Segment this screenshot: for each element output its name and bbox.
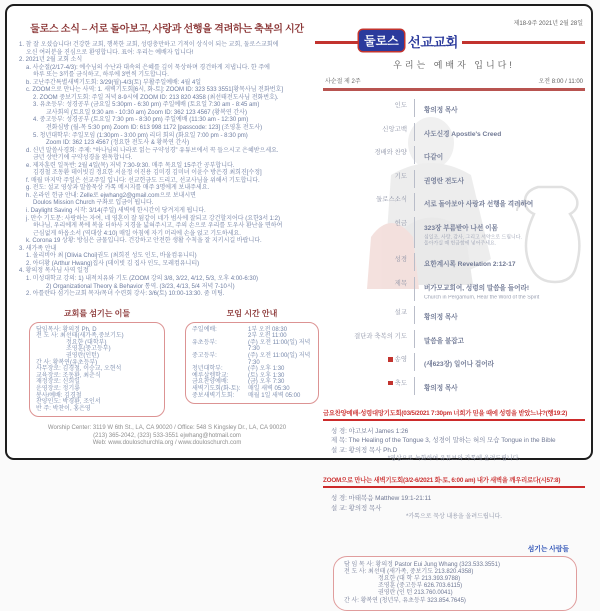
- servers-line: 권영란(인턴): [66, 352, 99, 359]
- order-row: [323, 253, 585, 271]
- times-box: [185, 322, 319, 405]
- order-value: 사도신경 Apostle's Creed: [424, 130, 502, 138]
- order-label: 경배와 찬양: [374, 149, 407, 156]
- news-line: 2. ZOOM 중보기도회: 주일 저녁 8-9시에 ZOOM ID: 213 820 4358 (최선태전도사님 전화번호).: [33, 94, 279, 101]
- friday-service-banner: 금요찬양예배-성령대망기도회(03/5/2021 7:30pm 너희가 믿을 때에 성령을 받았느냐?(행19:2): [323, 408, 585, 421]
- order-value: (새623장) 일어나 걸어라: [424, 361, 495, 369]
- servers-line: 담임목사: 황의정 Ph. D: [36, 326, 97, 333]
- footer-line: Web: www.douloschurchla.org / www.douloschurch.com: [92, 440, 242, 447]
- order-value: 서로 돌아보아 사랑과 선행을 격려하여: [424, 201, 534, 208]
- friday-sermon-title: 제 목: The Healing of the Tongue 3, 성경이 말하는 혀의 모습 Tongue in the Bible: [331, 437, 556, 445]
- news-title: 둘로스 소식 – 서로 돌아보고, 사랑과 선행을 격려하는 축복의 시간: [30, 24, 304, 35]
- order-value-cell: [414, 217, 543, 248]
- order-value: 버가모교회여, 성령의 말씀을 들어라!: [424, 284, 530, 292]
- order-value: 황의정 목사: [424, 107, 458, 114]
- order-value-cell: [414, 277, 555, 301]
- order-label: 헌금: [394, 219, 407, 227]
- order-value-cell: [414, 99, 458, 117]
- servers-line: 반 주: 박찬이, 홍은영: [36, 405, 91, 412]
- times-label: 예루살렘학교:: [192, 372, 229, 379]
- times-label: 청년대학부:: [192, 366, 223, 373]
- news-line: f. 매월 마지막 주일은 선교주일 입니다: 선교헌금도 드리고, 선교사님을 위해서 기도합니다.: [26, 177, 260, 184]
- issue-date: 제18-9주 2021년 2월 28일: [513, 21, 583, 27]
- order-label-text: 송영: [394, 356, 407, 364]
- order-label: [323, 353, 414, 371]
- news-line: 오신 여러분을 진심으로 환영합니다. 표어: 우리는 예배자 입니다!: [26, 49, 194, 56]
- times-value: 매월 1일 새벽 05:00: [248, 392, 301, 399]
- church-motto: 우리는 예배자 입니다!: [393, 60, 515, 70]
- servers-box: [29, 322, 165, 418]
- order-value-cell: [414, 330, 464, 348]
- news-line: 3. 유초등부: 성경공부 (금요일 5:30pm - 6:30 pm) 주일예배 (토요일 7:30 am - 8:45 am): [33, 102, 260, 109]
- times-label: 유초등부:: [192, 339, 217, 346]
- red-square-icon: [388, 381, 393, 386]
- season-row: [325, 76, 583, 85]
- times-label: [192, 333, 248, 340]
- times-label: 중고등부:: [192, 352, 217, 359]
- friday-note: *영상으로 녹화하여 유튜브와 카톡에 올려드립니다.: [387, 455, 521, 462]
- order-label-text: 축도: [394, 379, 407, 387]
- service-times: 오전 8:00 / 11:00: [538, 79, 583, 85]
- order-row: [323, 146, 585, 164]
- order-value-cell: [414, 353, 494, 371]
- staff-box-title: 섬기는 사람들: [527, 545, 569, 553]
- news-line: 1. 미성대학교 강의: 1) 내적치유와 기도 (ZOOM 강의 3/8, 3/22, 4/12, 5/3, 오후 4:00-6:30): [26, 275, 259, 282]
- news-line: 1. 올리비아 최 [Olivia Choi]권도 (최희진 성도 인도, 바울컴유니티): [26, 253, 197, 260]
- news-line: 2. 아틀란타 섬기는교회 목자/목녀 수련회 강사: 3/6(토) 10:00-13:30. 줌 미팅.: [26, 291, 225, 298]
- order-value-cell: [414, 306, 458, 324]
- news-line: 4. 중고등부: 성경공부 (토요일 7:30 pm - 8:30 pm) 주일예배 (11:30 am - 12:30 pm): [33, 117, 249, 124]
- bulletin-sheet: [5, 4, 593, 604]
- news-line: 2. 2021년 2월 교회 소식: [19, 57, 83, 64]
- news-line: i. Daylight Saving 시작: 3/14(주일) 새벽에 한시간이 당겨지게 됩니다.: [26, 208, 206, 215]
- times-row: [192, 340, 312, 353]
- news-line: j. 만수 기도문: 사랑하는 자여, 네 영혼이 잘 됨같이 네가 범사에 잘되고 강건할지어다 (요한3서 1:2): [26, 215, 281, 222]
- times-value: (주) 오전 11:00(일) 저녁7:30: [248, 352, 311, 366]
- order-row-offering: [323, 217, 585, 248]
- order-value: 요한계시록 Revelation 2:12-17: [424, 261, 516, 269]
- servers-line: 정요한 (대학부): [66, 339, 107, 346]
- servers-line: 교육장로: 조동환, 최춘식: [36, 372, 101, 379]
- news-line: 하나님, 우리에게 복에 복을 더하사 지경을 넓혀주시고, 주의 손으로 우리를 도우사 환난을 면하여: [33, 223, 283, 230]
- order-value: 권영란 전도사: [424, 177, 465, 185]
- dawn-preacher: 설 교: 황의정 목사: [331, 504, 382, 512]
- church-logo: [359, 30, 462, 51]
- news-line: a. 사순절(2/17-4/3): 예수님의 수난과 대속의 은혜를 깊이 묵상하며 경건하게 지냅니다. 한 주에: [26, 64, 270, 71]
- order-label: 인도: [394, 102, 407, 109]
- order-value: 황의정 목사: [424, 384, 458, 392]
- order-row: [323, 99, 585, 117]
- times-box-title: 모임 시간 안내: [226, 308, 278, 318]
- friday-preacher: 설 교: 황의정 목사 Ph.D: [331, 446, 398, 454]
- offering-note: 돌아가실 때 헌금함에 넣어주세요.: [424, 241, 497, 247]
- news-line: e. 제자훈련 일독반: 2월 4일(목) 저녁 7:30-9:30. 매주 목요일 15주간 공부합니다.: [26, 162, 235, 169]
- news-line: d. 신년 말씀사경회: 주제: “하나님의 나라로 읽는 구약성경” 유튜브에서 꼭 들으시고 은혜받으세요.: [26, 147, 279, 154]
- order-label: 신앙고백: [382, 125, 407, 133]
- times-value: (주) 오전 11:00(일) 저녁7:30: [248, 339, 311, 353]
- news-line: 금년 상반기에 구약성경을 완독합니다.: [33, 155, 133, 162]
- order-value-cell: [414, 253, 516, 271]
- servers-line: 재정장로: 신희일: [36, 379, 80, 386]
- church-logo-row: [323, 30, 585, 54]
- staff-box: [333, 556, 577, 611]
- order-row: [323, 377, 585, 395]
- red-square-icon: [388, 357, 393, 362]
- page-right-worship: [323, 14, 585, 611]
- offering-note: 십일조, 사랑, 감사, 그리고 서약으로 드립니다.: [424, 234, 522, 240]
- news-line: Doulos Mission Church 구좌로 입금이 됩니다.: [33, 200, 154, 207]
- order-value: 다같이: [424, 154, 444, 161]
- order-value-cell: [414, 123, 501, 141]
- order-value-cell: [414, 193, 533, 211]
- friday-scripture: 성 경: 야고보서 James 1:26: [331, 427, 409, 435]
- order-value-cell: [414, 377, 458, 395]
- address-footer: [19, 425, 315, 447]
- times-label: 중보새벽기도회:: [192, 392, 235, 399]
- servers-line: 조영훈(중고등부): [66, 346, 111, 353]
- servers-line: 봉사/예배: 김경철: [36, 392, 82, 399]
- order-label: [323, 377, 414, 395]
- news-line: 근심없게 하옵소서 (역대상 4:10) 매일 아침에 자기 머리에 손을 얹고 기도하세요.: [33, 230, 241, 237]
- dawn-note: *카톡으로 묵상 내용을 올려드립니다.: [406, 514, 502, 521]
- times-value: (토) 오후 1:30: [248, 372, 285, 379]
- order-row-sermon-title: [323, 277, 585, 301]
- staff-line: 권영란 (인 턴 213.760.0041): [378, 590, 453, 597]
- times-value: 2부 오전 11:00: [248, 333, 287, 340]
- news-line: 3. 새가족 안내: [19, 245, 57, 252]
- logo-mission-text: 선교교회: [404, 31, 462, 51]
- news-line: 4. 황의정 목사님 사역 일정: [19, 268, 89, 275]
- order-label: 둘로스소식: [376, 196, 407, 203]
- order-label: 제목: [394, 279, 407, 287]
- times-value: (금) 오후 7:30: [248, 379, 285, 386]
- order-label: 성경: [394, 256, 407, 264]
- order-row: [323, 353, 585, 371]
- news-line: 전화심방 (월-목 5:30 pm) Zoom ID: 613 998 1172 [passcode: 123] (조영훈 전도사): [46, 125, 263, 132]
- staff-line: 전 도 사: 최선태 (새가족, 중보기도 213.820.4358): [344, 568, 474, 575]
- footer-line: Worship Center: 3119 W 6th St., LA, CA 90020 / Office: 548 S Kingsley Dr., LA, CA 90020: [47, 425, 287, 432]
- news-line: 5. 청년대학부: 주일모임 (1:30pm - 3:00 pm) 리더 회의 (화요일 7:00 pm - 8:30 pm): [33, 132, 248, 139]
- servers-line: 사무장로: 김경철, 이승교, 오현석: [36, 366, 122, 373]
- news-line: h. 온라인 헌금 안내: Zelle로 ejwhang2@gmail.com으로 보내시면: [26, 192, 196, 199]
- staff-line: 조영훈 (중고등부 626.703.6115): [378, 583, 463, 590]
- news-line: 1. 참 잘 오셨습니다! 건강한 교회, 행복한 교회, 성령충만하고 기적이 상식이 되는 교회, 둘로스교회에: [19, 42, 279, 48]
- news-line: k. Corona 19 상황: 방심은 금물입니다. 건강하고 안전한 생활 수칙을 잘 지키시길 바랍니다.: [26, 238, 262, 245]
- order-row: [323, 330, 585, 348]
- order-value-cell: [414, 170, 464, 188]
- times-row: [192, 333, 312, 340]
- news-line: Zoom ID: 362 123 4567 (정요한 전도사 & 황복연 간사): [46, 140, 190, 147]
- order-row: [323, 123, 585, 141]
- footer-line: (213) 365-2042, (323) 533-3551 ejwhang@hotmail.com: [93, 432, 241, 439]
- season-label: 사순절 제 2주: [325, 79, 361, 85]
- dawn-scripture: 성 경: 마태복음 Matthew 19:1-21:11: [331, 495, 432, 503]
- sermon-title-english: Church in Pergamum, Hear the Word of the Spirit: [424, 294, 540, 300]
- times-label: 금요찬양예배:: [192, 379, 229, 386]
- maroon-divider: [323, 88, 585, 91]
- news-line: g. 전도: 설교 영상과 말씀묵상 카톡 메시지를 매주 3명에게 보내주세요.: [26, 185, 210, 192]
- servers-line: 전 도 사: 최선태(새가족,중보기도): [36, 333, 124, 340]
- staff-line: 담 임 목 사: 황의정 Pastor Eui Jung Whang (323.533.3551): [344, 561, 500, 568]
- times-row: [192, 386, 312, 393]
- news-line: 2) Organizational Theory & Behavior 통역. (3/23, 4/13, 5/4 저녁 7-10시): [46, 283, 235, 290]
- left-bottom-boxes: [29, 308, 315, 418]
- times-row: [192, 393, 312, 400]
- order-value: 323장 부름받아 나선 이몸: [424, 224, 498, 232]
- news-line: 교사회의 (토요일 9:30 am - 10:30 am) Zoom ID: 362 123 4567 (황복연 간사): [46, 109, 247, 116]
- order-row: [323, 306, 585, 324]
- news-line: 2. 아더황 (Arthur Hwang)집사 (데이빗 김 집사 인도, 모레컴유니티): [26, 260, 200, 267]
- times-label: 새벽기도회(화-토):: [192, 385, 241, 392]
- servers-line: 운영장로: 정기룡: [36, 385, 80, 392]
- news-line: 하루 또는 3끼를 금식하고, 하루에 3번씩 기도합니다.: [33, 72, 169, 79]
- logo-doulos-badge: 둘로스: [359, 30, 404, 51]
- news-line: b. 고난주간특별새벽기도회: 3/29(월)-4/3(토) 부활주일예배: 4월 4일: [26, 79, 202, 86]
- order-value-cell: [414, 146, 443, 164]
- times-value: 매일 새벽 05:30: [248, 385, 290, 392]
- order-label: 설교: [394, 309, 407, 317]
- dawn-prayer-banner: ZOOM으로 만나는 새벽기도회(3/2-6/2021 화-토, 6:00 am) 내가 새벽을 깨우리로다(시57:8): [323, 475, 585, 488]
- staff-line: 간 사: 황복연 (청년부, 유초등부 323.854.7645): [344, 597, 466, 604]
- times-row: [192, 353, 312, 366]
- order-label: 기도: [394, 172, 407, 180]
- times-row: [192, 366, 312, 373]
- times-label: 주일예배:: [192, 326, 217, 333]
- order-row: [323, 193, 585, 211]
- staff-line: 정요한 (대 학 부 213.393.9788): [378, 575, 461, 582]
- news-line: 김경철 조동환 데이빗김 정요한 서윤정 이진용 김미경 김미녀 이윤수 방은경 최희진[수정]: [33, 170, 262, 177]
- worship-order: [323, 99, 585, 395]
- servers-line: 찬양인도: 박경환, 조인서: [36, 399, 101, 406]
- times-value: (주) 오후 1:30: [248, 366, 285, 373]
- order-value: 황의정 목사: [424, 314, 458, 322]
- order-value: 말씀을 붙잡고: [424, 337, 465, 345]
- order-label: 결단과 축복의 기도: [354, 332, 407, 340]
- servers-line: 간 사: 황복연(유초등부): [36, 359, 98, 366]
- servers-box-title: 교회를 섬기는 이들: [63, 308, 131, 318]
- page-left-news: [19, 14, 315, 448]
- times-row: [192, 379, 312, 386]
- news-line: c. ZOOM으로 만나는 사역: 1. 새벽기도회[6시, 화-토]: ZOOM ID: 323 533 3551[황목사님 전화번호]: [26, 87, 284, 94]
- times-value: 1부 오전 08:30: [248, 326, 288, 333]
- order-row: [323, 170, 585, 188]
